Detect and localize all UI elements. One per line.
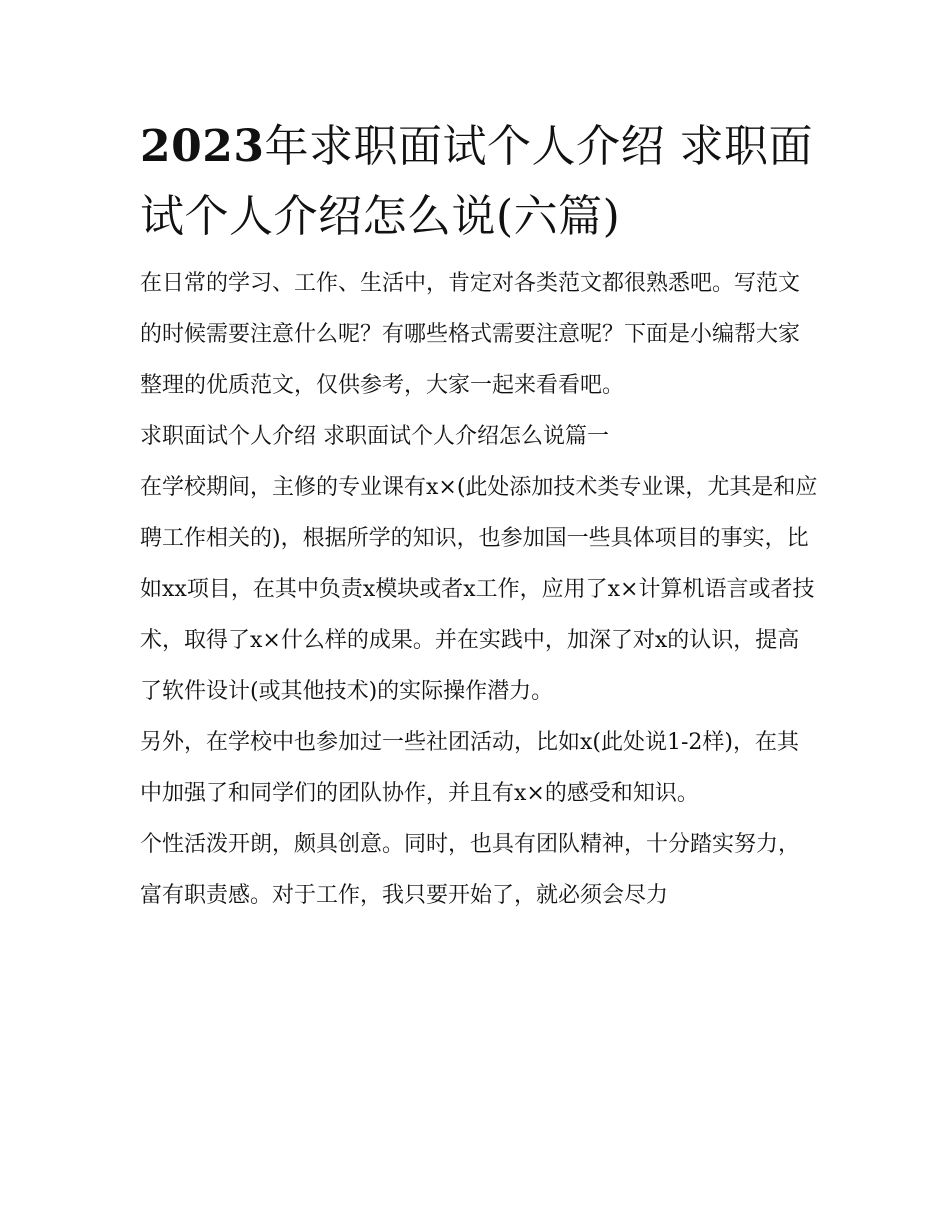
title-text: 年求职面试个人介绍 求职面试个人介绍怎么说(六篇) — [140, 121, 813, 242]
body-paragraph: 个性活泼开朗，颇具创意。同时，也具有团队精神，十分踏实努力，富有职责感。对于工作，我只要开始了，就必须会尽力 — [140, 832, 801, 908]
body-paragraph: 另外，在学校中也参加过一些社团活动，比如x(此处说1-2样)，在其中加强了和同学们的团队协作，并且有x×的感受和知识。 — [140, 730, 800, 806]
intro-paragraph: 在日常的学习、工作、生活中，肯定对各类范文都很熟悉吧。写范文的时候需要注意什么呢？有哪些格式需要注意呢？下面是小编帮大家整理的优质范文，仅供参考，大家一起来看看吧。 — [140, 271, 801, 398]
title-year: 2023 — [140, 121, 265, 172]
body-paragraph: 在学校期间，主修的专业课有x×(此处添加技术类专业课，尤其是和应聘工作相关的)，根据所学的知识，也参加国一些具体项目的事实，比如xx项目，在其中负责x模块或者x工作，应用了x×计算机语言或者技术，取得了x×什么样的成果。并在实践中，加深了对x的认识，提高了软件设计(或其他技术)的实际操作潜力。 — [140, 475, 818, 704]
document-page — [140, 112, 820, 921]
section-heading: 求职面试个人介绍 求职面试个人介绍怎么说篇一 — [140, 424, 609, 449]
document-title — [140, 112, 820, 252]
